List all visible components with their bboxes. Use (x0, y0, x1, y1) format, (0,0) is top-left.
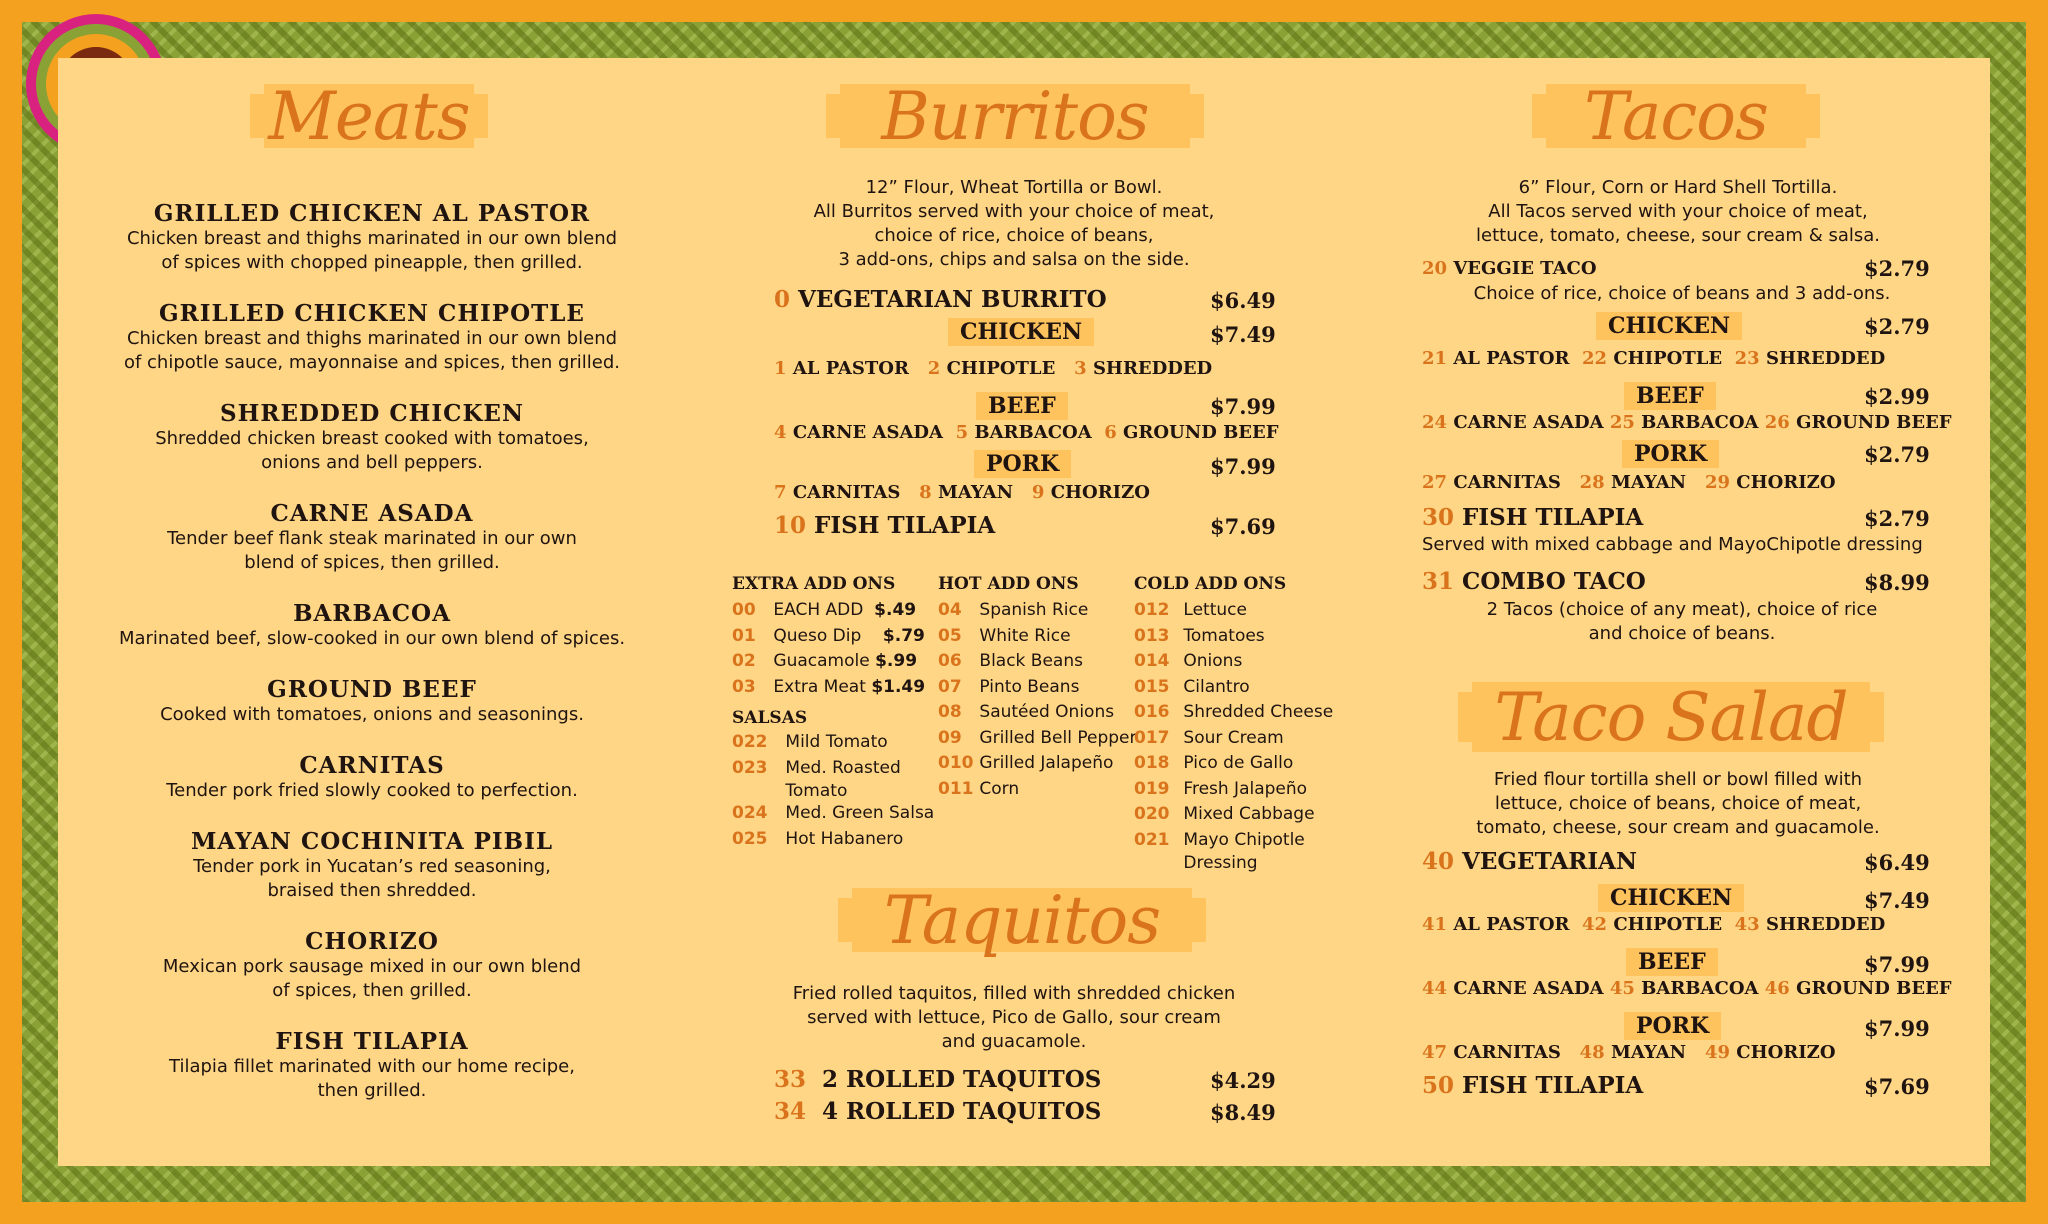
meat-desc: blend of spices, then grilled. (244, 552, 500, 573)
item-price: $8.49 (1210, 1100, 1276, 1125)
pork-chip: PORK (1624, 1012, 1721, 1040)
meat-desc: Tender pork fried slowly cooked to perfection. (166, 780, 578, 801)
intro-line: and guacamole. (941, 1031, 1087, 1052)
item-price: $7.49 (1864, 888, 1930, 913)
taquitos-item: 34 4 ROLLED TAQUITOS (774, 1098, 1102, 1125)
meat-item (82, 400, 662, 475)
meats-title: Meats (268, 77, 470, 155)
burrito-fish: 10 FISH TILAPIA (774, 512, 996, 539)
meat-name: SHREDDED CHICKEN (219, 400, 524, 427)
tacos-intro (1418, 176, 1938, 248)
meat-item (82, 1028, 662, 1103)
burrito-beef-options: 4 CARNE ASADA 5 BARBACOA 6 GROUND BEEF (774, 422, 1279, 443)
taco-pork-options: 27 CARNITAS 28 MAYAN 29 CHORIZO (1422, 472, 1836, 493)
burritos-title: Burritos (881, 77, 1149, 155)
intro-line: 12” Flour, Wheat Tortilla or Bowl. (865, 177, 1163, 198)
item-desc: 2 Tacos (choice of any meat), choice of rice (1486, 599, 1878, 620)
meat-name: CARNE ASADA (270, 500, 474, 527)
meat-desc: Shredded chicken breast cooked with tomatoes, (155, 428, 589, 449)
taco-veggie: 20 VEGGIE TACO (1422, 258, 1597, 279)
intro-line: served with lettuce, Pico de Gallo, sour cream (807, 1007, 1221, 1028)
intro-line: lettuce, choice of beans, choice of meat, (1494, 793, 1862, 814)
chicken-chip: CHICKEN (948, 318, 1094, 346)
item-price: $6.49 (1864, 850, 1930, 875)
intro-line: All Burritos served with your choice of meat, (813, 201, 1215, 222)
tacos-banner (1546, 77, 1806, 155)
burrito-pork-options: 7 CARNITAS 8 MAYAN 9 CHORIZO (774, 482, 1150, 503)
item-price: $7.69 (1864, 1074, 1930, 1099)
salsas-list: 022 Mild Tomato 023 Med. Roasted Tomato 024 Med. Green Salsa 025 Hot Habanero (732, 732, 935, 849)
chicken-chip: CHICKEN (1596, 312, 1742, 340)
beef-chip: BEEF (1624, 382, 1716, 410)
meat-desc: braised then shredded. (267, 880, 477, 901)
salad-beef-options: 44 CARNE ASADA 45 BARBACOA 46 GROUND BEEF (1422, 978, 1952, 999)
hot-addons-list: 04 Spanish Rice 05 White Rice 06 Black Beans 07 Pinto Beans 08 Sautéed Onions 09 Grilled Bell Pepper 010 Grilled Jalapeño 011 Corn (938, 600, 1137, 799)
intro-line: lettuce, tomato, cheese, sour cream & salsa. (1476, 225, 1880, 246)
meat-desc: then grilled. (317, 1080, 427, 1101)
item-price: $7.99 (1864, 952, 1930, 977)
pork-chip: PORK (1622, 440, 1719, 468)
chicken-chip: CHICKEN (1598, 884, 1744, 912)
item-name: VEGETARIAN BURRITO (798, 286, 1107, 313)
item-price: $7.49 (1210, 322, 1276, 347)
meat-desc: of spices with chopped pineapple, then grilled. (161, 252, 583, 273)
item-desc: and choice of beans. (1588, 623, 1776, 644)
meat-name: MAYAN COCHINITA PIBIL (190, 828, 554, 855)
item-desc: Served with mixed cabbage and MayoChipotle dressing (1422, 534, 1923, 555)
taco-beef-options: 24 CARNE ASADA 25 BARBACOA 26 GROUND BEEF (1422, 412, 1952, 433)
meat-name: CHORIZO (305, 928, 439, 955)
meat-desc: Tender pork in Yucatan’s red seasoning, (193, 856, 551, 877)
salad-pork-options: 47 CARNITAS 48 MAYAN 49 CHORIZO (1422, 1042, 1836, 1063)
burritos-banner (840, 77, 1190, 155)
item-price: $2.79 (1864, 506, 1930, 531)
taco-combo: 31 COMBO TACO (1422, 568, 1646, 595)
meat-item (82, 928, 662, 1003)
taco-fish: 30 FISH TILAPIA (1422, 504, 1644, 531)
item-price: $7.69 (1210, 514, 1276, 539)
burritos-intro (758, 176, 1270, 272)
meat-item (82, 828, 662, 903)
salsas-heading: SALSAS (732, 708, 808, 728)
item-price: $2.79 (1864, 256, 1930, 281)
meat-item (82, 300, 662, 375)
item-price: $8.99 (1864, 570, 1930, 595)
item-price: $4.29 (1210, 1068, 1276, 1093)
hot-addons-heading: HOT ADD ONS (938, 574, 1079, 594)
pork-chip: PORK (974, 450, 1071, 478)
meat-item (82, 676, 662, 727)
item-number: 0 (774, 286, 791, 313)
intro-line: 6” Flour, Corn or Hard Shell Tortilla. (1518, 177, 1838, 198)
meat-name: FISH TILAPIA (275, 1028, 469, 1055)
meat-desc: Tilapia fillet marinated with our home recipe, (169, 1056, 575, 1077)
item-price: $2.79 (1864, 442, 1930, 467)
salad-vegetarian: 40 VEGETARIAN (1422, 848, 1638, 875)
cold-addons-list: 012 Lettuce 013 Tomatoes 014 Onions 015 Cilantro 016 Shredded Cheese 017 Sour Cream 018 Pico de Gallo 019 Fresh Jalapeño 020 Mixed Cabbage 021 Mayo Chipotle Dressing (1134, 600, 1334, 873)
taquitos-banner (852, 881, 1192, 959)
meat-desc: Chicken breast and thighs marinated in our own blend (126, 328, 618, 349)
extra-addons-list: 00 EACH ADD $.49 01 Queso Dip $.79 02 Guacamole $.99 03 Extra Meat $1.49 (732, 600, 926, 697)
meat-name: BARBACOA (293, 600, 451, 627)
meat-desc: Cooked with tomatoes, onions and seasonings. (160, 704, 584, 725)
item-price: $7.99 (1864, 1016, 1930, 1041)
burrito-vegetarian (774, 286, 1107, 313)
item-price: $7.99 (1210, 454, 1276, 479)
burrito-chicken-options: 1 AL PASTOR 2 CHIPOTLE 3 SHREDDED (774, 358, 1213, 379)
meat-desc: onions and bell peppers. (261, 452, 483, 473)
beef-chip: BEEF (976, 392, 1068, 420)
meat-desc: Mexican pork sausage mixed in our own blend (162, 956, 582, 977)
taco-salad-banner (1472, 678, 1870, 756)
beef-chip: BEEF (1626, 948, 1718, 976)
taco-salad-title: Taco Salad (1494, 678, 1848, 756)
meat-item (82, 752, 662, 803)
item-price: $2.79 (1864, 314, 1930, 339)
taquitos-intro (758, 982, 1270, 1054)
meat-item (82, 600, 662, 651)
menu-panel (58, 58, 1990, 1166)
meat-desc: Tender beef flank steak marinated in our own (167, 528, 577, 549)
meat-name: CARNITAS (299, 752, 445, 779)
item-price: $6.49 (1210, 288, 1276, 313)
intro-line: choice of rice, choice of beans, (874, 225, 1154, 246)
salad-chicken-options: 41 AL PASTOR 42 CHIPOTLE 43 SHREDDED (1422, 914, 1886, 935)
intro-line: 3 add-ons, chips and salsa on the side. (838, 249, 1190, 270)
taco-salad-intro (1418, 768, 1938, 840)
meat-name: GROUND BEEF (267, 676, 477, 703)
meat-item (82, 500, 662, 575)
salad-fish: 50 FISH TILAPIA (1422, 1072, 1644, 1099)
meat-desc: Chicken breast and thighs marinated in our own blend (126, 228, 618, 249)
meat-desc: Marinated beef, slow-cooked in our own blend of spices. (118, 628, 626, 649)
meat-name: GRILLED CHICKEN AL PASTOR (153, 200, 591, 227)
meat-item (82, 200, 662, 275)
taco-chicken-options: 21 AL PASTOR 22 CHIPOTLE 23 SHREDDED (1422, 348, 1886, 369)
intro-line: tomato, cheese, sour cream and guacamole. (1476, 817, 1880, 838)
item-price: $7.99 (1210, 394, 1276, 419)
intro-line: Fried flour tortilla shell or bowl filled with (1493, 769, 1863, 790)
taquitos-title: Taquitos (883, 881, 1161, 959)
item-desc: Choice of rice, choice of beans and 3 add-ons. (1473, 283, 1891, 304)
intro-line: Fried rolled taquitos, filled with shredded chicken (792, 983, 1236, 1004)
taquitos-item: 33 2 ROLLED TAQUITOS (774, 1066, 1102, 1093)
tacos-title: Tacos (1584, 77, 1768, 155)
item-price: $2.99 (1864, 384, 1930, 409)
extra-addons-heading: EXTRA ADD ONS (732, 574, 896, 594)
meat-desc: of spices, then grilled. (272, 980, 472, 1001)
meat-desc: of chipotle sauce, mayonnaise and spices, then grilled. (123, 352, 621, 373)
meats-banner (264, 77, 474, 155)
cold-addons-heading: COLD ADD ONS (1134, 574, 1287, 594)
meat-name: GRILLED CHICKEN CHIPOTLE (159, 300, 585, 327)
intro-line: All Tacos served with your choice of meat, (1488, 201, 1868, 222)
combo-desc (1422, 598, 1942, 646)
